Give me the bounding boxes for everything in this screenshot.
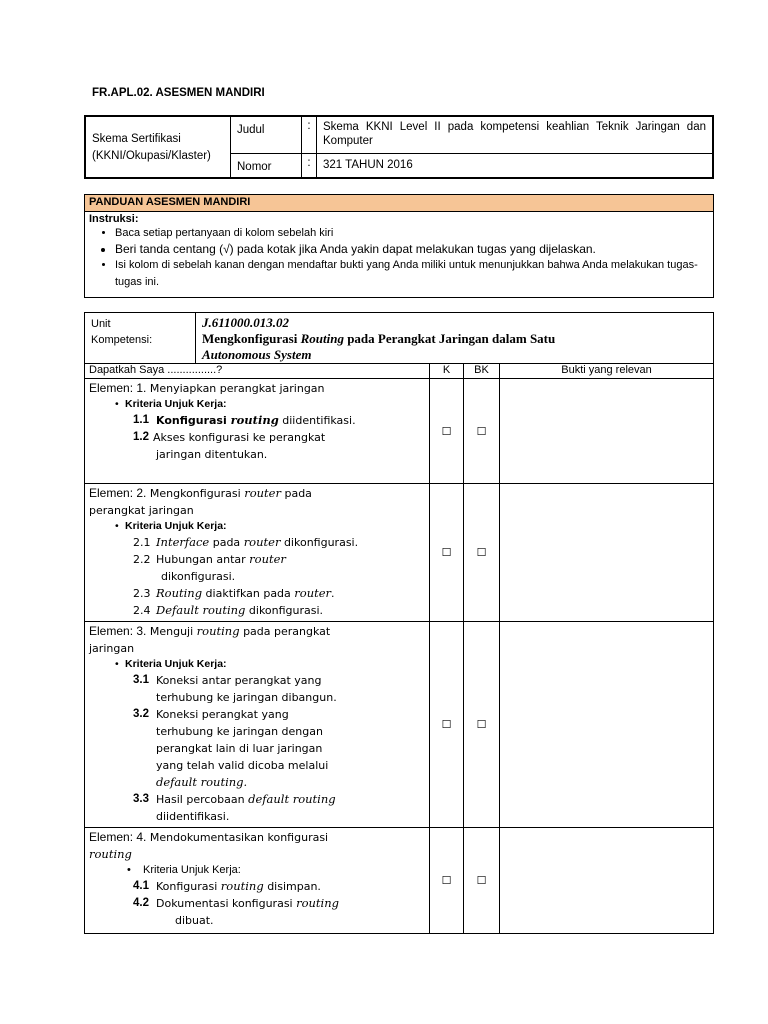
judul-label: Judul (231, 116, 302, 153)
competency-table (84, 312, 714, 934)
guide-header: PANDUAN ASESMEN MANDIRI (85, 195, 714, 212)
instruction-item: • Isi kolom di sebelah kanan dengan mendaftar bukti yang Anda miliki untuk menunjukkan bahwa Anda melakukan tugas-tugas ini. (115, 257, 709, 291)
k-header: K (430, 364, 464, 379)
bukti-cell[interactable] (500, 379, 714, 484)
instructions-list (89, 225, 709, 291)
instructions-title: Instruksi: (89, 213, 139, 225)
element-2: Elemen: 2. Mengkonfigurasi router pada perangkat jaringan • Kriteria Unjuk Kerja: 2.1 Interface pada router dikonfigurasi. 2.2 Hubungan antar router dikonfigurasi. 2.3 Routing diaktifkan pada router. 2.4 Default routing dikonfigurasi. (85, 484, 430, 622)
bukti-header: Bukti yang relevan (500, 364, 714, 379)
guide-table (84, 194, 714, 298)
table-row (85, 828, 714, 934)
table-row (85, 379, 714, 484)
dapatkah-header: Dapatkah Saya ................? (85, 364, 430, 379)
unit-code: J.611000.013.02 (202, 315, 290, 330)
form-title: FR.APL.02. ASESMEN MANDIRI (92, 87, 265, 99)
scheme-label-line1: Skema Sertifikasi (92, 133, 181, 145)
k-checkbox[interactable]: ☐ (430, 622, 464, 828)
guide-instructions (85, 212, 714, 298)
instruction-item: • Beri tanda centang (√) pada kotak jika Anda yakin dapat melakukan tugas yang dijelaskan. (115, 241, 709, 257)
judul-colon: : (302, 116, 317, 153)
scheme-label-line2: (KKNI/Okupasi/Klaster) (92, 150, 211, 162)
instruction-item: • Baca setiap pertanyaan di kolom sebelah kiri (115, 225, 709, 241)
unit-value (196, 313, 714, 364)
scheme-table (84, 115, 714, 179)
table-row (85, 484, 714, 622)
element-3: Elemen: 3. Menguji routing pada perangkat jaringan • Kriteria Unjuk Kerja: 3.1 Koneksi antar perangkat yang terhubung ke jaringan dibangun. 3.2 Koneksi perangkat yang terhubung ke jaringan dengan perangkat lain di luar jaringan yang telah valid dicoba melalui default routing. 3.3 Hasil percobaan default routing diidentifikasi. (85, 622, 430, 828)
bk-checkbox[interactable]: ☐ (464, 828, 500, 934)
bk-checkbox[interactable]: ☐ (464, 379, 500, 484)
unit-label-line2: Kompetensi: (91, 334, 153, 346)
k-checkbox[interactable]: ☐ (430, 828, 464, 934)
scheme-label (85, 116, 231, 178)
kuk-label: • Kriteria Unjuk Kerja: (115, 398, 227, 410)
k-checkbox[interactable]: ☐ (430, 379, 464, 484)
judul-value: Skema KKNI Level II pada kompetensi keahlian Teknik Jaringan dan Komputer (317, 116, 714, 153)
unit-title-cont: Autonomous System (202, 347, 312, 362)
element-1: Elemen: 1. Menyiapkan perangkat jaringan • Kriteria Unjuk Kerja: 1.1 Konfigurasi routing diidentifikasi. 1.2 Akses konfigurasi ke perangkat jaringan ditentukan. (85, 379, 430, 484)
table-row (85, 622, 714, 828)
element-4: Elemen: 4. Mendokumentasikan konfigurasi routing • Kriteria Unjuk Kerja: 4.1 Konfigurasi routing disimpan. 4.2 Dokumentasi konfigurasi routing dibuat. (85, 828, 430, 934)
bk-checkbox[interactable]: ☐ (464, 484, 500, 622)
nomor-value: 321 TAHUN 2016 (317, 153, 714, 178)
bukti-cell[interactable] (500, 828, 714, 934)
nomor-label: Nomor (231, 153, 302, 178)
kuk-label: • Kriteria Unjuk Kerja: (115, 520, 227, 532)
bk-header: BK (464, 364, 500, 379)
unit-label (85, 313, 196, 364)
kuk-label: • Kriteria Unjuk Kerja: (127, 864, 241, 876)
nomor-colon: : (302, 153, 317, 178)
unit-label-line1: Unit (91, 318, 111, 330)
bukti-cell[interactable] (500, 484, 714, 622)
k-checkbox[interactable]: ☐ (430, 484, 464, 622)
bk-checkbox[interactable]: ☐ (464, 622, 500, 828)
unit-title: Mengkonfigurasi Routing pada Perangkat Jaringan dalam Satu (202, 331, 556, 346)
bukti-cell[interactable] (500, 622, 714, 828)
kuk-label: • Kriteria Unjuk Kerja: (115, 658, 227, 670)
